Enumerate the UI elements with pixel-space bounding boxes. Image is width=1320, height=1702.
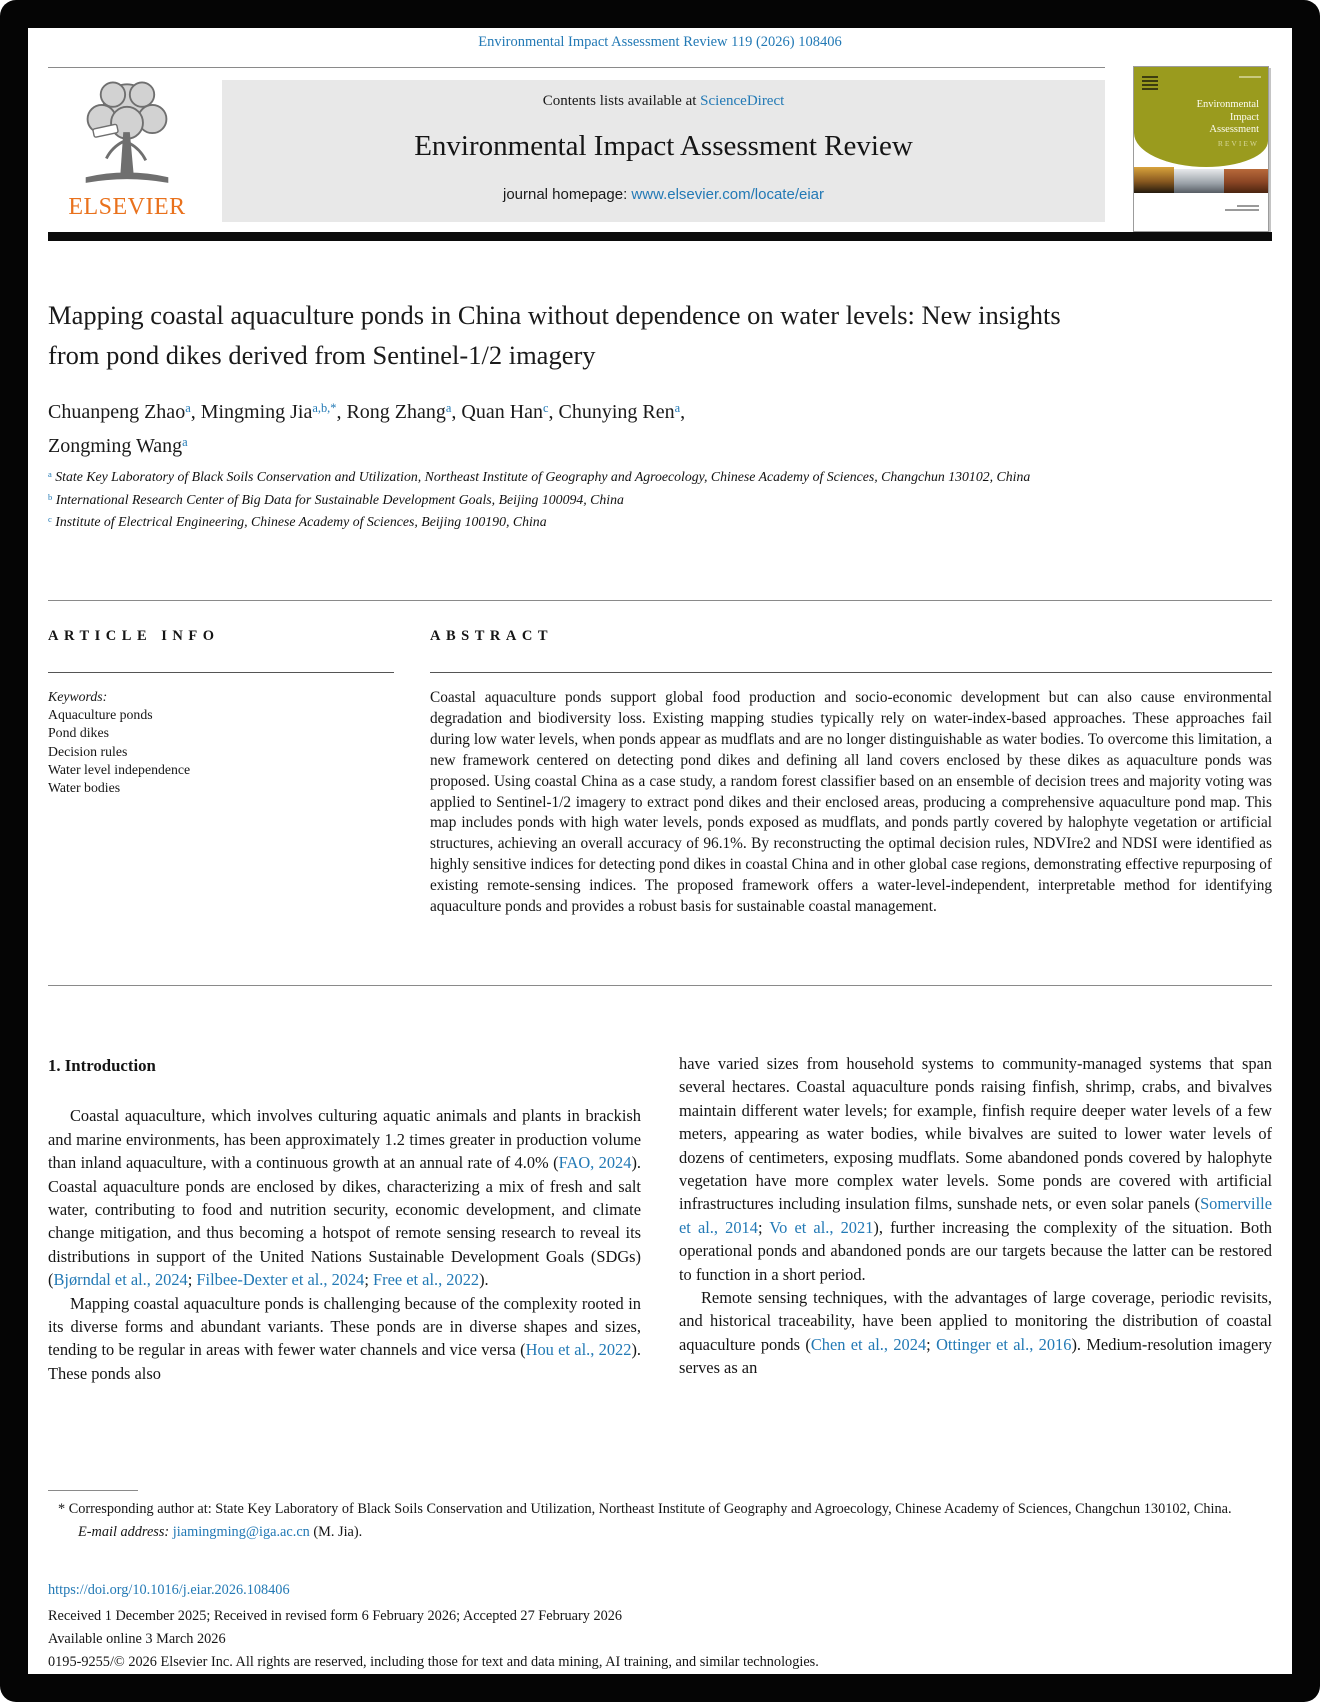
citation-link[interactable]: Bjørndal et al., 2024 <box>53 1270 188 1290</box>
keyword-item: Water bodies <box>48 780 121 796</box>
citation-link[interactable]: FAO, 2024 <box>558 1153 632 1173</box>
affiliation-c: $^c$ Institute of Electrical Engineering, Chinese Academy of Sciences, Beijing 100190, China <box>48 514 547 529</box>
intro-paragraph-1: Coastal aquaculture, which involves culturing aquatic animals and plants in brackish and marine environments, has been approximately 1.2 times greater in production volume than inland aquaculture, with a continuous growth at an annual rate of 4.0% (FAO, 2024). Coastal aquaculture ponds are enclosed by dikes, characterizing a mix of fresh and salt water, contributing to food and nutrition security, economic development, and climate change mitigation, and thus becoming a hotspot of remote sensing research to reveal its distributions in support of the United Nations Sustainable Development Goals (SDGs) (Bjørndal et al., 2024; Filbee-Dexter et al., 2024; Free et al., 2022). <box>48 1106 641 1290</box>
affiliation-a: $^a$ State Key Laboratory of Black Soils Conservation and Utilization, Northeast Institute of Geography and Agroecology, Chinese Academy of Sciences, Changchun 130102, China <box>48 469 1031 484</box>
intro-right-column <box>679 1052 1272 1385</box>
article-metadata-block <box>48 1579 1274 1674</box>
citation-link[interactable]: jiamingming@iga.ac.cn <box>172 1524 310 1541</box>
citation-link[interactable]: Hou et al., 2022 <box>525 1340 632 1360</box>
citation-link[interactable]: Ottinger et al., 2016 <box>936 1334 1072 1354</box>
paper-page <box>28 28 1292 1674</box>
cover-background <box>1134 67 1268 167</box>
journal-header-box <box>222 80 1105 222</box>
journal-homepage-link[interactable]: www.elsevier.com/locate/eiar <box>631 186 824 203</box>
keywords-block <box>48 688 388 797</box>
keyword-item: Pond dikes <box>48 725 109 741</box>
available-online: Available online 3 March 2026 <box>48 1631 226 1647</box>
cover-footer-text <box>1209 203 1259 211</box>
intro-paragraph-3: have varied sizes from household systems to community-managed systems that span several hectares. Coastal aquaculture ponds raising finfish, shrimp, crabs, and bivalves maintain different water levels; for example, finfish require deeper water levels of a few meters, appearing as water bodies, while bivalves are suited to lower water levels of dozens of centimeters, exposing mudflats. Some abandoned ponds covered by halophyte vegetation have more complex water levels. Some ponds are covered with artificial infrastructures including insulation films, sunshade nets, or even solar panels (Somerville et al., 2014; Vo et al., 2021), further increasing the complexity of the situation. Both operational ponds and abandoned ponds are our targets because the latter can be restored to function in a short period. <box>679 1054 1272 1284</box>
received-dates: Received 1 December 2025; Received in revised form 6 February 2026; Accepted 27 February 2026 <box>48 1608 623 1624</box>
abstract-rule <box>430 672 1272 673</box>
introduction-columns <box>48 1052 1272 1385</box>
cover-title: Environmental Impact Assessment <box>1196 99 1259 135</box>
introduction-heading: 1. Introduction <box>48 1056 156 1075</box>
article-info-heading: ARTICLE INFO <box>48 628 220 644</box>
article-info-rule <box>48 672 394 673</box>
elsevier-tree-icon <box>69 74 185 196</box>
citation-link[interactable]: Somerville et al., 2014 <box>679 1194 1272 1237</box>
cover-photo-pipe <box>1224 169 1268 193</box>
section-divider-bottom <box>48 985 1272 986</box>
cover-publisher-mark-icon <box>1142 74 1158 90</box>
affiliation-b: $^b$ International Research Center of Big Data for Sustainable Development Goals, Beijing 100094, China <box>48 491 624 507</box>
elsevier-wordmark: ELSEVIER <box>68 194 186 220</box>
footnote-divider <box>48 1490 138 1491</box>
contents-prefix: Contents lists available at <box>542 93 701 109</box>
top-divider <box>48 67 1105 68</box>
keyword-item: Aquaculture ponds <box>48 707 153 723</box>
contents-line <box>222 93 1105 110</box>
author-list: Chuanpeng Zhao$^a$, Mingming Jia$^{a,b,*}$, Rong Zhang$^a$, Quan Han$^c$, Chunying Ren$^a$, Zongming Wang$^a$ <box>48 401 686 457</box>
cover-photo-sunset <box>1134 167 1174 193</box>
cover-subtitle: REVIEW <box>1217 139 1259 148</box>
keywords-list <box>48 706 388 797</box>
keywords-label: Keywords: <box>48 689 108 704</box>
homepage-prefix: journal homepage: <box>502 186 632 203</box>
email-line: E-mail address: jiamingming@iga.ac.cn (M. Jia). <box>78 1524 363 1541</box>
citation-link[interactable]: Chen et al., 2024 <box>810 1334 927 1354</box>
cover-photo-strip <box>1134 167 1268 193</box>
citation-link[interactable]: Free et al., 2022 <box>373 1270 480 1290</box>
header-separator-bar <box>48 232 1272 241</box>
affiliations <box>48 468 1163 536</box>
abstract-text: Coastal aquaculture ponds support global food production and socio-economic development but can also cause environmental degradation and biodiversity loss. Existing mapping studies typically rely on water-index-based approaches. These approaches fail during low water levels, when ponds appear as mudflats and are no longer distinguishable as water bodies. To overcome this limitation, a new framework centered on detecting pond dikes and defining all land covers enclosed by these dikes as aquaculture ponds was proposed. Using coastal China as a case study, a random forest classifier based on an ensemble of decision trees and majority voting was applied to Sentinel-1/2 imagery to extract pond dikes and their enclosed areas, producing a comprehensive aquaculture pond map. This map includes ponds with high water levels, ponds exposed as mudflats, and ponds partly covered by halophyte vegetation or artificial structures, achieving an overall accuracy of 96.1%. By reconstructing the optimal decision rules, NDVIre2 and NDSI were identified as highly sensitive indices for detecting pond dikes in coastal China and in other global case regions, demonstrating effective repurposing of existing remote-sensing indices. The proposed framework offers a water-level-independent, interpretable method for identifying aquaculture ponds and provides a robust basis for sustainable coastal management. <box>430 689 1272 916</box>
intro-paragraph-2: Mapping coastal aquaculture ponds is challenging because of the complexity rooted in its diverse forms and abundant variants. These ponds are in diverse shapes and sizes, tending to be regular in areas with fewer water channels and vice versa (Hou et al., 2022). These ponds also <box>48 1293 642 1383</box>
elsevier-logo <box>48 74 206 232</box>
homepage-line <box>222 186 1105 203</box>
copyright-line: 0195-9255/© 2026 Elsevier Inc. All rights are reserved, including those for text and data mining, AI training, and similar technologies. <box>48 1654 819 1670</box>
article-title: Mapping coastal aquaculture ponds in China without dependence on water levels: New insights from pond dikes derived from Sentinel-1/2 imagery <box>48 300 1061 370</box>
journal-citation-header: Environmental Impact Assessment Review 119 (2026) 108406 <box>478 34 842 50</box>
intro-left-column <box>48 1052 641 1385</box>
citation-link[interactable]: Filbee-Dexter et al., 2024 <box>196 1270 365 1290</box>
cover-photo-bridge <box>1174 169 1224 193</box>
doi-link[interactable]: https://doi.org/10.1016/j.eiar.2026.108406 <box>48 1582 290 1598</box>
citation-link[interactable]: Vo et al., 2021 <box>769 1217 874 1237</box>
corresponding-author-note: * Corresponding author at: State Key Laboratory of Black Soils Conservation and Utilization, Northeast Institute of Geography and Agroecology, Chinese Academy of Sciences, Changchun 130102, China. <box>58 1501 1232 1517</box>
journal-cover-thumbnail <box>1133 66 1269 232</box>
keyword-item: Water level independence <box>48 761 191 777</box>
sciencedirect-link[interactable]: ScienceDirect <box>700 93 785 109</box>
journal-name: Environmental Impact Assessment Review <box>414 130 913 162</box>
section-divider-top <box>48 600 1272 601</box>
keyword-item: Decision rules <box>48 743 128 759</box>
intro-paragraph-4: Remote sensing techniques, with the advantages of large coverage, periodic revisits, and historical traceability, have been applied to monitoring the distribution of coastal aquaculture ponds (Chen et al., 2024; Ottinger et al., 2016). Medium-resolution imagery serves as an <box>679 1288 1272 1378</box>
abstract-heading: ABSTRACT <box>430 628 554 644</box>
footnote-block <box>48 1498 1274 1544</box>
cover-issue-text <box>1239 76 1261 78</box>
